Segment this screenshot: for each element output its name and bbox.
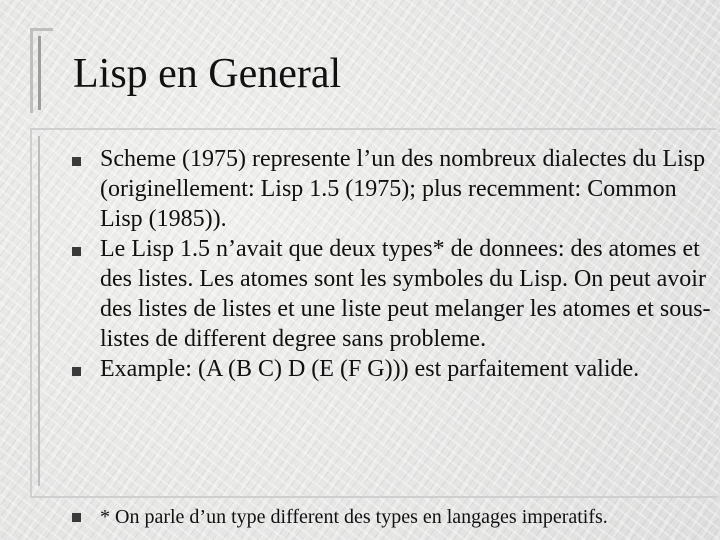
square-bullet-icon xyxy=(72,513,81,522)
bullet-item xyxy=(68,354,718,384)
bullet-item xyxy=(68,234,718,354)
slide-title: Lisp en General xyxy=(73,51,342,97)
bullet-text: Le Lisp 1.5 n’avait que deux types* de donnees: des atomes et des listes. Les atomes sont les symboles du Lisp. On peut avoir des listes de listes et une liste peut melanger les atomes et sous-listes de different degree sans probleme. xyxy=(100,236,711,352)
bullet-text: Scheme (1975) represente l’un des nombreux dialectes du Lisp (originellement: Lisp 1.5 (1975); plus recemment: Common Lisp (1985)). xyxy=(100,146,706,232)
square-bullet-icon xyxy=(72,157,81,166)
square-bullet-icon xyxy=(72,367,81,376)
footnote-text: * On parle d’un type different des types en langages imperatifs. xyxy=(100,506,608,528)
bullet-list xyxy=(68,144,718,384)
square-bullet-icon xyxy=(72,247,81,256)
bullet-item xyxy=(68,144,718,234)
title-frame-bracket-inner xyxy=(38,36,55,110)
footnote-item xyxy=(68,502,720,532)
body-frame-inner xyxy=(38,136,54,486)
bullet-text: Example: (A (B C) D (E (F G))) est parfaitement valide. xyxy=(100,356,640,382)
